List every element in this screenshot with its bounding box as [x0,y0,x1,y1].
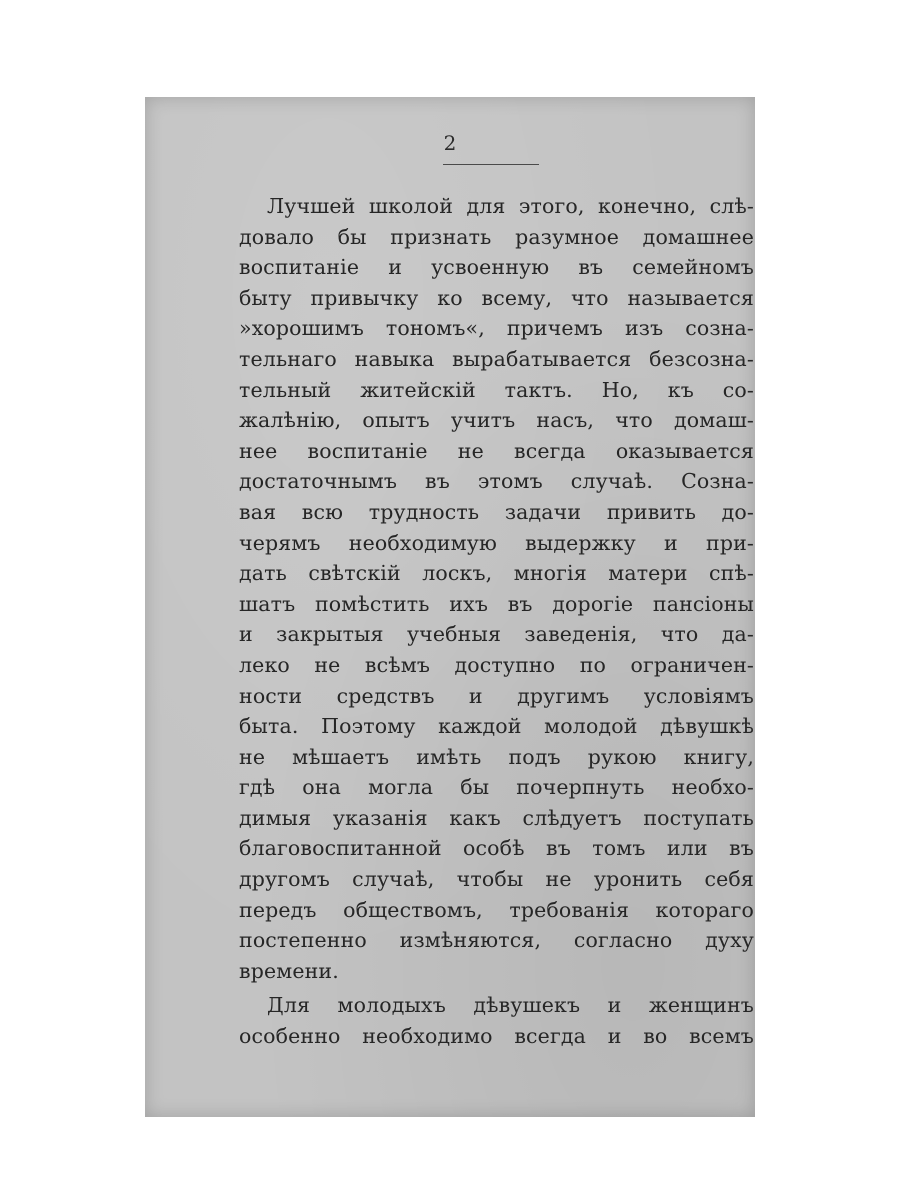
text-line: довало бы признать разумное домашнее [239,224,754,249]
body-text [239,191,754,1052]
text-line: воспитаніе и усвоенную въ семейномъ [239,255,754,280]
text-line: дать свѣтскій лоскъ, многія матери спѣ- [239,561,754,586]
text-line: другомъ случаѣ, чтобы не уронить себя [239,867,754,892]
text-line: быта. Поэтому каждой молодой дѣвушкѣ [239,714,754,739]
text-line: жалѣнію, опытъ учитъ насъ, что домаш- [239,408,754,433]
text-line: вая всю трудность задачи привить до- [239,499,754,524]
text-line: димыя указанія какъ слѣдуетъ поступать [239,805,754,830]
text-line: благовоспитанной особѣ въ томъ или въ [239,836,754,861]
text-line: ности средствъ и другимъ условіямъ [239,683,754,708]
text-line: леко не всѣмъ доступно по ограничен- [239,652,754,677]
text-line: времени. [239,958,339,983]
text-line: особенно необходимо всегда и во всемъ [239,1024,754,1049]
text-line: достаточнымъ въ этомъ случаѣ. Созна- [239,469,754,494]
header-rule [443,164,539,165]
text-line: »хорошимъ тономъ«, причемъ изъ созна- [239,316,754,341]
text-line: постепенно измѣняются, согласно духу [239,928,754,953]
page-number: 2 [443,131,457,155]
text-line: шатъ помѣстить ихъ въ дорогіе пансіоны [239,591,754,616]
text-line: тельнаго навыка вырабатывается безсозна- [239,346,754,371]
text-line: Для молодыхъ дѣвушекъ и женщинъ [267,993,754,1018]
text-line: тельный житейскій тактъ. Но, къ со- [239,377,754,402]
text-line: черямъ необходимую выдержку и при- [239,530,754,555]
text-line: передъ обществомъ, требованія котораго [239,897,754,922]
text-line: и закрытыя учебныя заведенія, что да- [239,622,754,647]
text-line: нее воспитаніе не всегда оказывается [239,438,754,463]
scanned-page [145,97,755,1117]
text-line: Лучшей школой для этого, конечно, слѣ- [267,194,754,218]
text-line: быту привычку ко всему, что называется [239,285,754,310]
text-line: не мѣшаетъ имѣть подъ рукою книгу, [239,744,754,769]
text-line: гдѣ она могла бы почерпнуть необхо- [239,775,754,800]
